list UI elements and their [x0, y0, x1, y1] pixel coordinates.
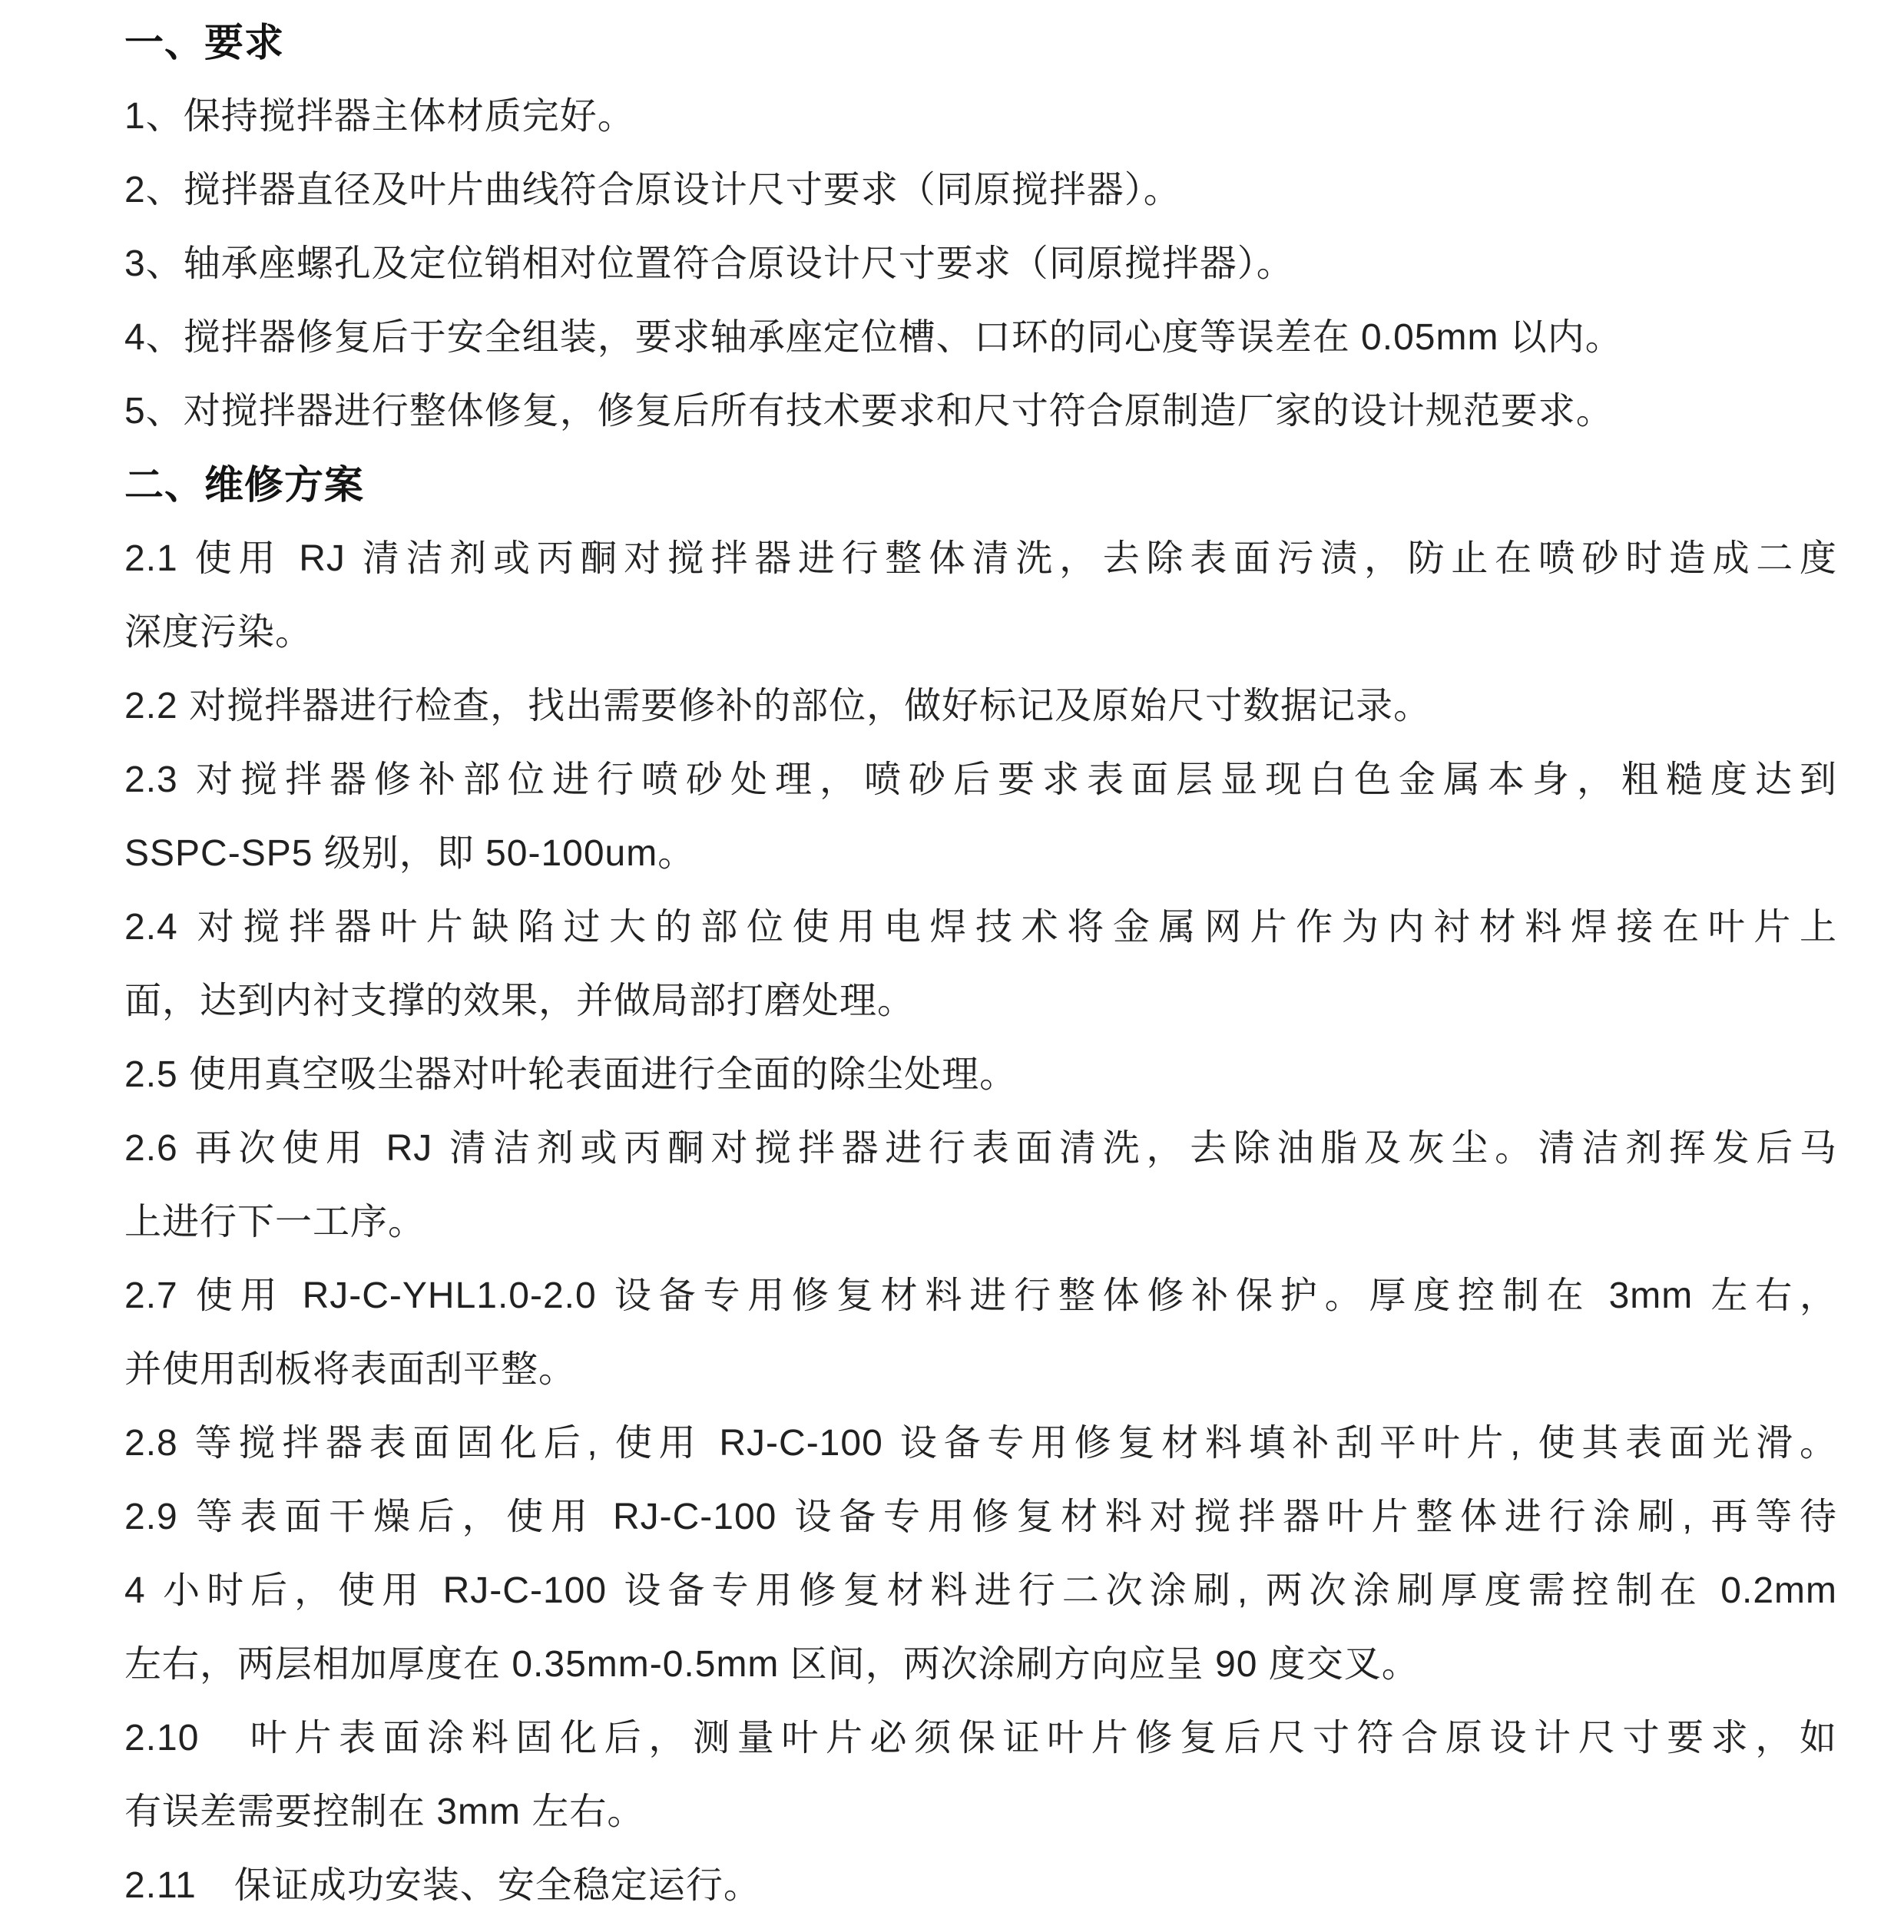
plan-item-2-1: 2.1 使用 RJ 清洁剂或丙酮对搅拌器进行整体清洗，去除表面污渍，防止在喷砂时造成二度 — [124, 538, 1837, 579]
requirement-item-4: 4、搅拌器修复后于安全组装，要求轴承座定位槽、口环的同心度等误差在 0.05mm 以内。 — [124, 317, 1623, 358]
plan-item-2-9: 2.9 等表面干燥后，使用 RJ-C-100 设备专用修复材料对搅拌器叶片整体进行涂刷, 再等待 — [124, 1497, 1837, 1537]
plan-item-2-4-continued: 面，达到内衬支撑的效果，并做局部打磨处理。 — [124, 981, 916, 1021]
requirement-item-2: 2、搅拌器直径及叶片曲线符合原设计尺寸要求（同原搅拌器）。 — [124, 170, 1181, 210]
plan-item-2-6: 2.6 再次使用 RJ 清洁剂或丙酮对搅拌器进行表面清洗，去除油脂及灰尘。清洁剂挥发后马 — [124, 1128, 1837, 1169]
plan-item-2-10-continued: 有误差需要控制在 3mm 左右。 — [124, 1791, 645, 1832]
plan-item-2-2: 2.2 对搅拌器进行检查，找出需要修补的部位，做好标记及原始尺寸数据记录。 — [124, 686, 1432, 726]
plan-item-2-1-continued: 深度污染。 — [124, 612, 313, 653]
plan-item-2-7: 2.7 使用 RJ-C-YHL1.0-2.0 设备专用修复材料进行整体修补保护。厚度控制在 3mm 左右， — [124, 1275, 1837, 1316]
requirement-item-1: 1、保持搅拌器主体材质完好。 — [124, 96, 635, 137]
plan-item-2-4: 2.4 对搅拌器叶片缺陷过大的部位使用电焊技术将金属网片作为内衬材料焊接在叶片上 — [124, 907, 1837, 948]
requirement-item-5: 5、对搅拌器进行整体修复，修复后所有技术要求和尺寸符合原制造厂家的设计规范要求。 — [124, 391, 1614, 432]
section-heading-requirements: 一、要求 — [124, 21, 285, 65]
plan-item-2-9-continued-2: 左右，两层相加厚度在 0.35mm-0.5mm 区间，两次涂刷方向应呈 90 度交叉。 — [124, 1644, 1419, 1685]
plan-item-2-5: 2.5 使用真空吸尘器对叶轮表面进行全面的除尘处理。 — [124, 1054, 1018, 1095]
section-heading-maintenance-plan: 二、维修方案 — [124, 463, 365, 507]
plan-item-2-11: 2.11 保证成功安装、安全稳定运行。 — [124, 1865, 761, 1906]
plan-item-2-8: 2.8 等搅拌器表面固化后, 使用 RJ-C-100 设备专用修复材料填补刮平叶片, 使其表面光滑。 — [124, 1423, 1837, 1464]
plan-item-2-10: 2.10 叶片表面涂料固化后，测量叶片必须保证叶片修复后尺寸符合原设计尺寸要求，如 — [124, 1718, 1837, 1758]
plan-item-2-3: 2.3 对搅拌器修补部位进行喷砂处理，喷砂后要求表面层显现白色金属本身，粗糙度达到 — [124, 759, 1837, 800]
plan-item-2-3-continued: SSPC-SP5 级别，即 50-100um。 — [124, 833, 696, 874]
plan-item-2-9-continued-1: 4 小时后，使用 RJ-C-100 设备专用修复材料进行二次涂刷, 两次涂刷厚度需控制在 0.2mm — [124, 1570, 1837, 1611]
plan-item-2-7-continued: 并使用刮板将表面刮平整。 — [124, 1349, 577, 1390]
requirement-item-3: 3、轴承座螺孔及定位销相对位置符合原设计尺寸要求（同原搅拌器）。 — [124, 243, 1294, 284]
plan-item-2-6-continued: 上进行下一工序。 — [124, 1202, 426, 1242]
